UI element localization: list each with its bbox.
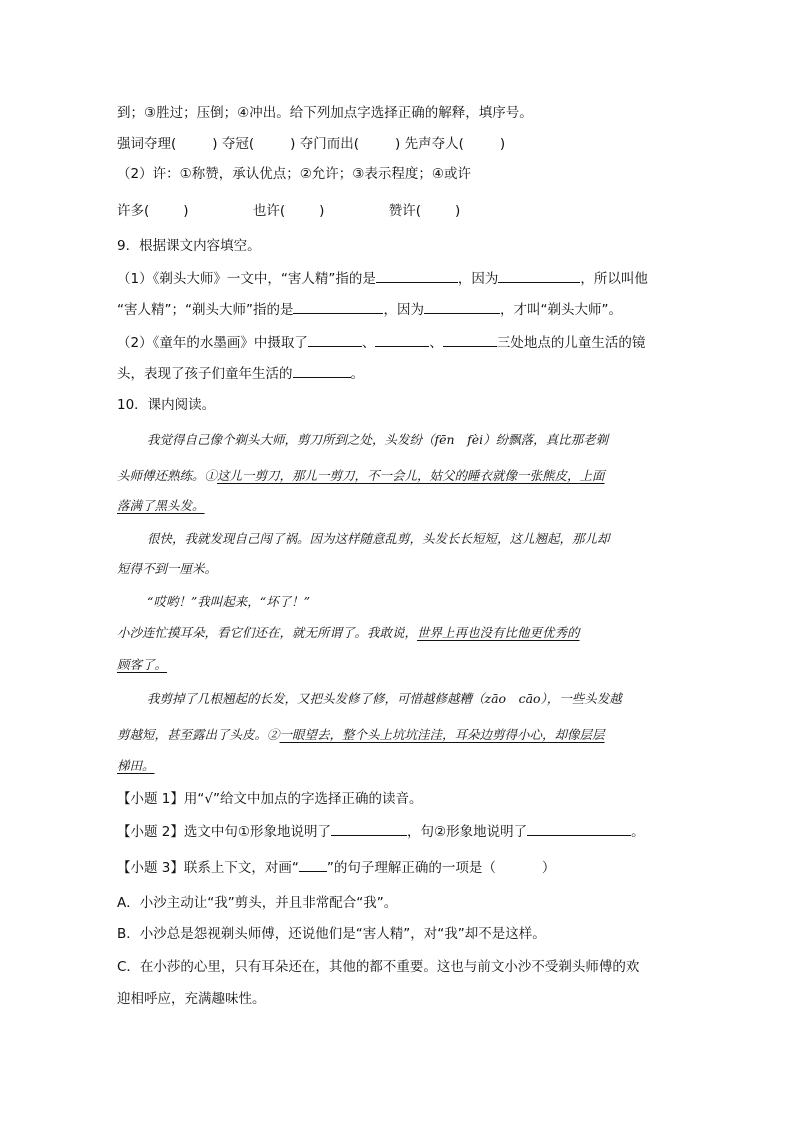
passage-para5-line3 [117, 757, 155, 775]
blank[interactable] [376, 269, 458, 283]
blank[interactable] [331, 822, 407, 836]
underline-sample [299, 858, 327, 872]
subquestion-3: 【小题 3】联系上下文，对画“ ”的句子理解正确的一项是（ ） [117, 860, 556, 876]
q8-item-6: 也许( ) [252, 203, 325, 219]
q8-items-row2 [117, 202, 460, 220]
passage-para1-line1: 我觉得自己像个剃头大师，剪刀所到之处，头发纷（fēn fèi）纷飘落，真比那老剃 [147, 432, 609, 447]
blank[interactable] [293, 364, 351, 378]
q8-item-2: 夺冠( ) [221, 136, 296, 152]
q9-title: 9．根据课文内容填空。 [117, 238, 261, 254]
option-a[interactable]: A．小沙主动让“我”剪头，并且非常配合“我”。 [117, 895, 398, 911]
passage-para5-line2: 剪越短，甚至露出了头皮。②一眼望去，整个头上坑坑洼洼，耳朵边剪得小心，却像层层 [117, 727, 605, 742]
subquestion-1: 【小题 1】用“√”给文中加点的字选择正确的读音。 [117, 791, 423, 807]
q8-item-5: 许多( ) [117, 203, 189, 219]
subquestion-2: 【小题 2】选文中句①形象地说明了 ，句②形象地说明了 。 [117, 824, 645, 840]
blank[interactable] [443, 333, 497, 347]
blank[interactable] [375, 333, 429, 347]
q8-item-1: 强词夺理( ) [117, 136, 218, 152]
q9-part1-line2: “害人精”；“剃头大师”指的是 ，因为 ，才叫“剃头大师”。 [117, 302, 622, 318]
passage-para4-line1: 小沙连忙摸耳朵，看它们还在，就无所谓了。我敢说，世界上再也没有比他更优秀的 [117, 625, 580, 640]
q9-part1-line1: （1）《剃头大师》一文中，“害人精”指的是 ，因为 ，所以叫他 [117, 271, 648, 287]
q8-sub2: （2）许：①称赞，承认优点；②允许；③表示程度；④或许 [117, 166, 471, 182]
passage-para1-line3 [117, 497, 205, 515]
underlined-sentence-2-end: 梯田。 [117, 758, 155, 773]
underlined-sentence-2: 一眼望去，整个头上坑坑洼洼，耳朵边剪得小心，却像层层 [279, 727, 605, 742]
q10-title: 10．课内阅读。 [117, 397, 216, 413]
underlined-sentence-3-end: 顾客了。 [117, 657, 168, 672]
blank[interactable] [498, 269, 580, 283]
option-c-line1[interactable]: C．在小莎的心里，只有耳朵还在，其他的都不重要。这也与前文小沙不受剃头师傅的欢 [117, 959, 640, 975]
blank[interactable] [527, 822, 631, 836]
passage-para4-line2 [117, 656, 167, 674]
blank[interactable] [308, 333, 362, 347]
q8-item-4: 先声夺人( ) [404, 136, 506, 152]
underlined-sentence-1-end: 落满了黑头发。 [117, 498, 205, 513]
blank[interactable] [293, 300, 383, 314]
q8-line1: 到；③胜过；压倒；④冲出。给下列加点字选择正确的解释，填序号。 [117, 105, 533, 121]
option-b[interactable]: B．小沙总是怨视剃头师傅，还说他们是“害人精”，对“我”却不是这样。 [117, 926, 546, 942]
q8-items-row1 [117, 135, 505, 153]
underlined-sentence-3: 世界上再也没有比他更优秀的 [417, 625, 580, 640]
q9-part2-line1: （2）《童年的水墨画》中摄取了 、 、 三处地点的儿童生活的镜 [117, 335, 646, 351]
q8-item-3: 夺门而出( ) [299, 136, 401, 152]
option-c-line2[interactable]: 迎相呼应，充满趣味性。 [117, 991, 266, 1007]
passage-para2-line1: 很快，我就发现自己闯了祸。因为这样随意乱剪，头发长长短短，这儿翘起，那儿却 [147, 531, 610, 546]
q9-part2-line2: 头，表现了孩子们童年生活的 。 [117, 366, 364, 382]
passage-para1-line2: 头师傅还熟练。①这儿一剪刀，那儿一剪刀，不一会儿，姑父的睡衣就像一张熊皮，上面 [117, 468, 605, 483]
q8-item-7: 赞许( ) [388, 203, 461, 219]
passage-para5-line1: 我剪掉了几根翘起的长发，又把头发修了修，可惜越修越糟（zāo cāo），一些头发越 [147, 691, 622, 706]
blank[interactable] [424, 300, 500, 314]
passage-para3: “哎哟！”我叫起来，“坏了！” [147, 594, 311, 609]
passage-para2-line2: 短得不到一厘米。 [117, 561, 218, 576]
underlined-sentence-1: 这儿一剪刀，那儿一剪刀，不一会儿，姑父的睡衣就像一张熊皮，上面 [217, 468, 605, 483]
